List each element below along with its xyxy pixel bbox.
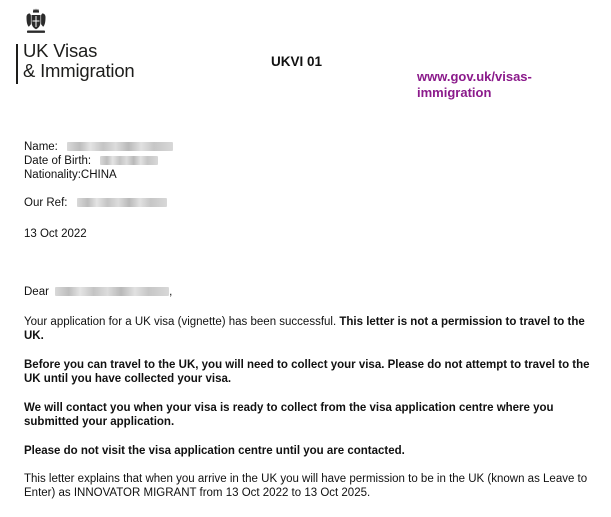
- paragraph-contact-notice: We will contact you when your visa is ready to collect from the visa application centre where you submitted your application.: [24, 402, 554, 428]
- reference-row: [24, 197, 167, 209]
- nationality-label: Nationality:: [24, 169, 81, 181]
- applicant-details: [24, 140, 173, 182]
- name-redaction: [67, 142, 173, 151]
- dob-label: Date of Birth:: [24, 155, 92, 167]
- paragraph-application-result: [24, 315, 590, 343]
- reference-label: Our Ref:: [24, 197, 68, 209]
- paragraph-leave-to-enter: This letter explains that when you arrive in the UK you will have permission to be in the UK (known as Leave to Enter) as INNOVATOR MIGRANT from 13 Oct 2022 to 13 Oct 2025.: [24, 473, 588, 499]
- royal-coat-of-arms-icon: [25, 8, 47, 34]
- name-row: [24, 140, 173, 154]
- nationality-row: [24, 168, 173, 182]
- ukvi-logo-wordmark: [23, 41, 135, 81]
- website-link[interactable]: [417, 69, 532, 101]
- website-line-2: immigration: [417, 85, 492, 100]
- salutation-word: Dear: [24, 286, 49, 298]
- brand-rule: [16, 44, 18, 84]
- form-code: UKVI 01: [271, 54, 323, 69]
- letter-date: 13 Oct 2022: [24, 228, 87, 240]
- brand-line-1: UK Visas: [23, 40, 98, 61]
- brand-line-2: & Immigration: [23, 60, 135, 81]
- paragraph-do-not-visit: Please do not visit the visa application centre until you are contacted.: [24, 445, 405, 457]
- paragraph-1-normal: Your application for a UK visa (vignette) has been successful.: [24, 316, 340, 328]
- paragraph-1-bold: This letter is not a permission to travel to the UK.: [24, 316, 585, 342]
- dob-row: [24, 154, 173, 168]
- recipient-redaction: [55, 287, 169, 296]
- reference-redaction: [77, 198, 167, 207]
- salutation: [24, 286, 172, 298]
- dob-redaction: [100, 156, 158, 165]
- nationality-value: CHINA: [80, 169, 117, 181]
- salutation-comma: ,: [169, 286, 173, 298]
- website-line-1: www.gov.uk/visas-: [417, 69, 532, 84]
- paragraph-collect-visa: Before you can travel to the UK, you will need to collect your visa. Please do not attempt to travel to the UK until you have collected your visa.: [24, 359, 590, 385]
- name-label: Name:: [24, 141, 58, 153]
